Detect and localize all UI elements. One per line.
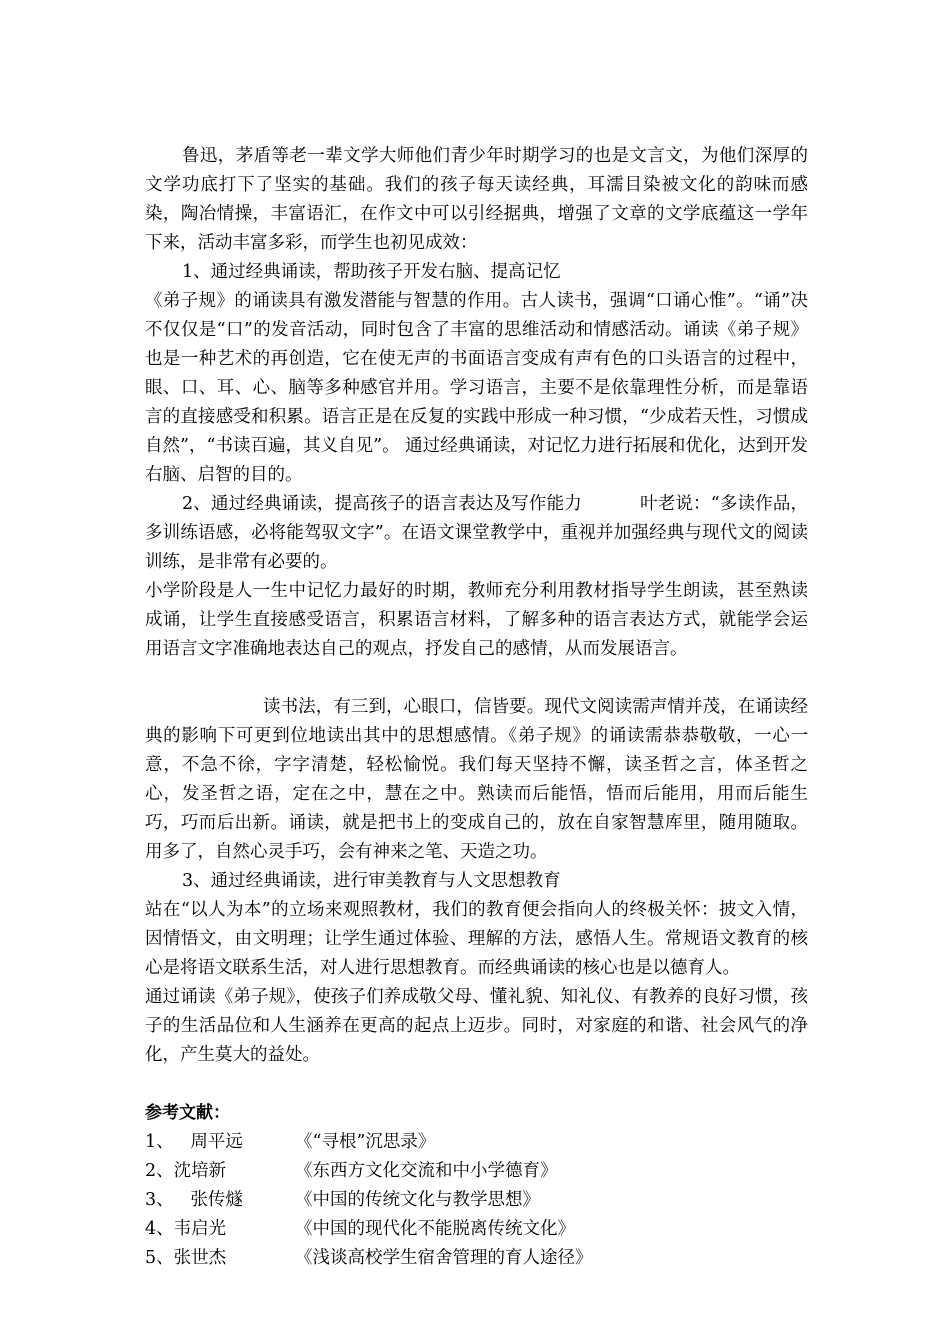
reference-item bbox=[145, 1128, 808, 1157]
section-heading-3: 3、通过经典诵读，进行审美教育与人文思想教育 bbox=[182, 871, 561, 891]
section-heading-2: 2、通过经典诵读，提高孩子的语言表达及写作能力 bbox=[182, 494, 582, 514]
paragraph-dizigui-benefits: 通过诵读《弟子规》，使孩子们养成敬父母、懂礼貌、知礼仪、有教养的良好习惯，孩子的生活品位和人生涵养在更高的起点上迈步。同时，对家庭的和谐、社会风气的净化，产生莫大的益处。 bbox=[145, 987, 808, 1065]
paragraph-primary-school: 小学阶段是人一生中记忆力最好的时期，教师充分利用教材指导学生朗读，甚至熟读成诵，让学生直接感受语言，积累语言材料，了解多种的语言表达方式，就能学会运用语言文字准确地表达自己的观点，抒发自己的感情，从而发展语言。 bbox=[145, 581, 808, 659]
reference-item bbox=[145, 1244, 808, 1273]
reference-title: 《中国的传统文化与教学思想》 bbox=[295, 1190, 540, 1210]
section-heading-2-line bbox=[145, 490, 808, 577]
paragraph-humanism: 站在“以人为本”的立场来观照教材，我们的教育便会指向人的终极关怀：披文入情，因情悟文，由文明理；让学生通过体验、理解的方法，感悟人生。常规语文教育的核心是将语文联系生活，对人进行思想教育。而经典诵读的核心也是以德育人。 bbox=[145, 900, 808, 978]
reference-item bbox=[145, 1186, 808, 1215]
reference-title: 《浅谈高校学生宿舍管理的育人途径》 bbox=[295, 1248, 593, 1268]
paragraph-intro: 鲁迅，茅盾等老一辈文学大师他们青少年时期学习的也是文言文，为他们深厚的文学功底打下了坚实的基础。我们的孩子每天读经典，耳濡目染被文化的韵味而感染，陶冶情操，丰富语汇，在作文中可以引经据典，增强了文章的文学底蕴这一学年下来，活动丰富多彩，而学生也初见成效： bbox=[145, 146, 808, 253]
paragraph-reading-method: 读书法，有三到，心眼口，信皆要。现代文阅读需声情并茂，在诵读经典的影响下可更到位地读出其中的思想感情。《弟子规》的诵读需恭恭敬敬，一心一意，不急不徐，字字清楚，轻松愉悦。我们每天坚持不懈，读圣哲之言，体圣哲之心，发圣哲之语，定在之中，慧在之中。熟读而后能悟，悟而后能用，用而后能生巧，巧而后出新。诵读，就是把书上的变成自己的，放在自家智慧库里，随用随取。用多了，自然心灵手巧，会有神来之笔、天造之功。 bbox=[145, 697, 808, 862]
reference-author: 4、韦启光 bbox=[145, 1219, 227, 1239]
blank-line bbox=[145, 664, 808, 693]
reference-item bbox=[145, 1215, 808, 1244]
reference-author: 5、张世杰 bbox=[145, 1248, 227, 1268]
blank-line bbox=[145, 1070, 808, 1099]
paragraph-ye-lao: 叶老说：“多读作品，多训练语感，必将能驾驭文字”。在语文课堂教学中，重视并加强经典与现代文的阅读训练，是非常有必要的。 bbox=[145, 494, 808, 572]
section-heading-1: 1、通过经典诵读，帮助孩子开发右脑、提高记忆 bbox=[182, 262, 561, 282]
references-title: 参考文献： bbox=[145, 1103, 230, 1123]
paragraph-memory: 《弟子规》的诵读具有激发潜能与智慧的作用。古人读书，强调“口诵心惟”。“诵”决不仅仅是“口”的发音活动，同时包含了丰富的思维活动和情感活动。诵读《弟子规》也是一种艺术的再创造，它在使无声的书面语言变成有声有色的口头语言的过程中，眼、口、耳、心、脑等多种感官并用。学习语言，主要不是依靠理性分析，而是靠语言的直接感受和积累。语言正是在反复的实践中形成一种习惯，“少成若天性，习惯成自然”，“书读百遍，其义自见”。 通过经典诵读，对记忆力进行拓展和优化，达到开发右脑、启智的目的。 bbox=[145, 291, 808, 485]
reference-author: 3、 张传燧 bbox=[145, 1190, 243, 1210]
reference-author: 2、沈培新 bbox=[145, 1161, 227, 1181]
reference-title: 《“寻根”沉思录》 bbox=[295, 1132, 436, 1152]
document-body bbox=[145, 142, 808, 1273]
reference-title: 《中国的现代化不能脱离传统文化》 bbox=[295, 1219, 575, 1239]
reference-title: 《东西方文化交流和中小学德育》 bbox=[295, 1161, 558, 1181]
reference-author: 1、 周平远 bbox=[145, 1132, 243, 1152]
reference-item bbox=[145, 1157, 808, 1186]
